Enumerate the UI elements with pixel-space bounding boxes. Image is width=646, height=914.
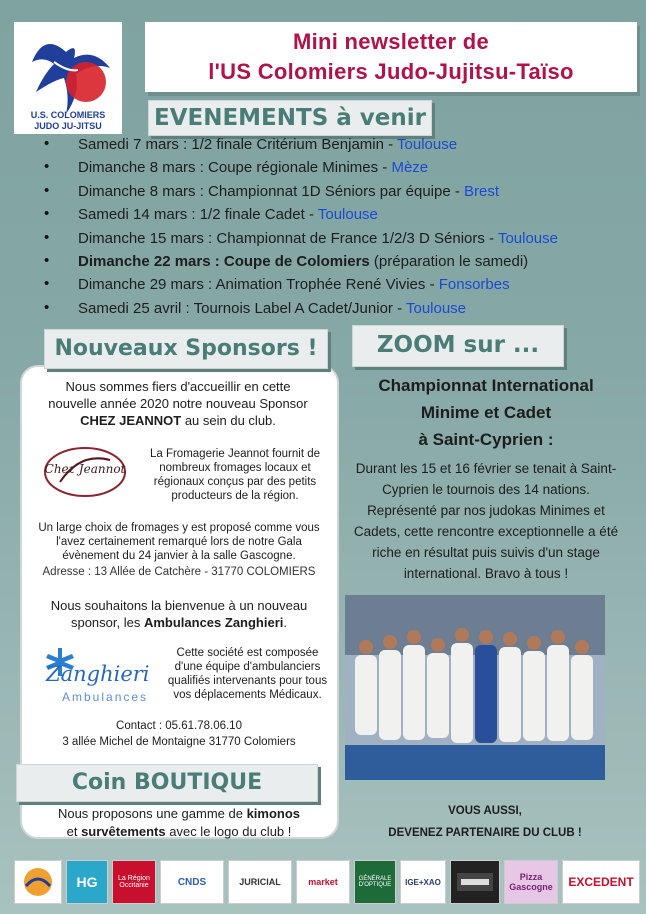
sponsor-logo-market: market (296, 860, 350, 904)
events-heading: EVENEMENTS à venir (148, 100, 432, 136)
zanghieri-welcome: Nous souhaitons la bienvenue à un nouveau sponsor, les Ambulances Zanghieri. (50, 598, 308, 630)
sponsor-logo-excedent: EXCEDENT (562, 860, 640, 904)
event-item: • Dimanche 22 mars : Coupe de Colomiers (préparation le samedi) (30, 253, 630, 276)
sponsor-logo-colomiers (14, 860, 62, 904)
sponsor-strip (14, 858, 640, 906)
sponsor-logo-dark (450, 860, 500, 904)
jeannot-more: Un large choix de fromages y est proposé comme vous l'avez certainement remarqué lors de notre Gala évènement du 24 janvier à la salle Gascogne. (38, 522, 320, 562)
logo-line2: JUDO JU-JITSU (34, 121, 102, 131)
zoom-heading: ZOOM sur ... (352, 325, 564, 367)
logo-line1: U.S. COLOMIERS (30, 110, 106, 120)
sponsors-heading: Nouveaux Sponsors ! (44, 329, 328, 369)
jeannot-description: La Fromagerie Jeannot fournit de nombreux fromages locaux et régionaux conçus par des petits producteurs de la région. (149, 448, 321, 502)
title-line2: l'US Colomiers Judo-Jujitsu-Taïso (208, 59, 574, 84)
club-logo (14, 22, 122, 134)
events-list (30, 136, 630, 323)
title-line1: Mini newsletter de (292, 29, 490, 54)
event-item: • Dimanche 15 mars : Championnat de France 1/2/3 D Séniors - Toulouse (30, 230, 630, 253)
jeannot-logo: Chez Jeannot (40, 442, 130, 500)
boutique-text: Nous proposons une gamme de kimonos et survêtements avec le logo du club ! (57, 806, 301, 839)
sponsor-logo-igexao: IGE+XAO (400, 860, 446, 904)
sponsor-logo-pizza: Pizza Gascogne (504, 860, 558, 904)
event-item: • Dimanche 29 mars : Animation Trophée René Vivies - Fonsorbes (30, 276, 630, 299)
partner-call: VOUS AUSSI, DEVENEZ PARTENAIRE DU CLUB ! (388, 805, 582, 839)
event-item: • Dimanche 8 mars : Coupe régionale Minimes - Mèze (30, 159, 630, 182)
zanghieri-contact: Contact : 05.61.78.06.10 (116, 720, 242, 732)
event-item: • Samedi 7 mars : 1/2 finale Critérium Benjamin - Toulouse (30, 136, 630, 159)
zanghieri-logo: Zanghieri Ambulances (40, 646, 165, 708)
sponsor-logo-optique: GÉNÉRALE D'OPTIQUE (354, 860, 396, 904)
jeannot-address: Adresse : 13 Allée de Catchère - 31770 COLOMIERS (42, 566, 316, 578)
zoom-body: Durant les 15 et 16 février se tenait à Saint-Cyprien le tournois des 14 nations. Représenté par nos judokas Minimes et Cadets, cette rencontre exceptionnelle a été riche en résultat puis suivis d'un stage international. Bravo à tous ! (353, 461, 619, 581)
team-photo (345, 595, 605, 780)
sponsor-logo-jurical: JURICIAL (228, 860, 292, 904)
sponsor-logo-hg: HG (66, 860, 108, 904)
sponsor-logo-occitanie: La Région Occitanie (112, 860, 156, 904)
newsletter-title (145, 22, 637, 92)
sponsors-intro: Nous sommes fiers d'accueillir en cette nouvelle année 2020 notre nouveau Sponsor CHEZ JEANNOT au sein du club. (48, 379, 308, 428)
event-item: • Samedi 25 avril : Tournois Label A Cadet/Junior - Toulouse (30, 300, 630, 323)
zanghieri-description: Cette société est composée d'une équipe d'ambulanciers qualifiés intervenants pour tous vos déplacements Médicaux. (167, 647, 328, 701)
event-item: • Dimanche 8 mars : Championnat 1D Séniors par équipe - Brest (30, 183, 630, 206)
sponsor-logo-cnds: CNDS (160, 860, 224, 904)
zoom-title: Championnat International Minime et Cadet à Saint-Cyprien : (378, 376, 594, 449)
event-item: • Samedi 14 mars : 1/2 finale Cadet - Toulouse (30, 206, 630, 229)
boutique-heading: Coin BOUTIQUE (16, 764, 318, 802)
zanghieri-address: 3 allée Michel de Montaigne 31770 Colomiers (62, 736, 296, 748)
